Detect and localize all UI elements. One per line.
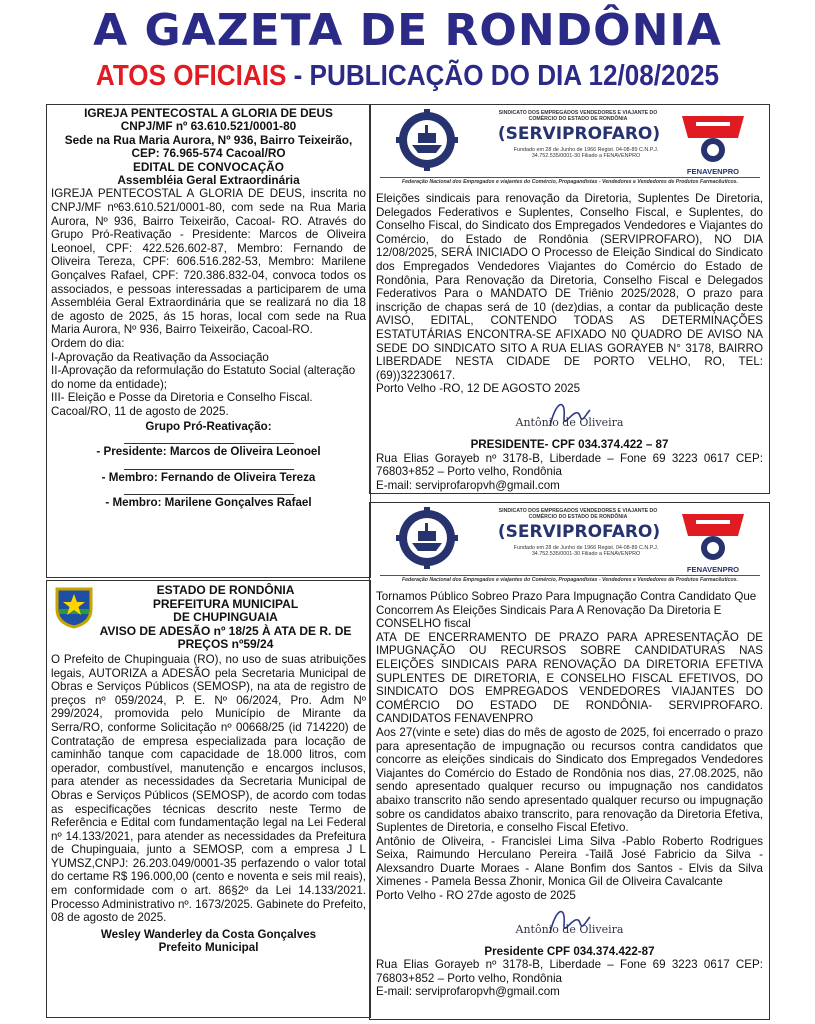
igreja-group: Grupo Pró-Reativação: <box>145 419 272 433</box>
igreja-header <box>51 107 366 187</box>
banner-fenavenpro: FENAVENPRO <box>686 167 740 176</box>
prefeitura-aviso: AVISO DE ADESÃO nº 18/25 À ATA DE R. DE PREÇOS nº59/24 <box>99 623 352 652</box>
subtitle-atos: ATOS OFICIAIS <box>95 60 287 92</box>
signature-line <box>124 494 294 495</box>
banner-founded: Fundado em 28 de Junho de 1966 Regist. 04-08-89 C.N.P.J. 34.752.535/0001-30 Filiado a FENAVENPRO <box>513 545 659 558</box>
agenda-title: Ordem do dia: <box>51 336 125 350</box>
union-banner <box>376 505 763 587</box>
signature-line <box>124 443 294 444</box>
eleicoes-address: Rua Elias Gorayeb nº 3178-B, Liberdade – Fone 69 3223 0617 CEP: 76803+852 – Porto velho, Rondônia <box>376 451 763 479</box>
fenavenpro-logo-icon <box>676 110 750 164</box>
impugnacao-intro: Tornamos Público Sobreo Prazo Para Impugnação Contra Candidato Que Concorrem As Eleições Sindicais Para A Renovação Da Diretoria E CONSELHO fiscal <box>376 590 757 631</box>
signature-name: Antônio de Oliveira <box>515 922 624 936</box>
masthead-title: A GAZETA DE RONDÔNIA <box>93 5 722 56</box>
banner-fenavenpro: FENAVENPRO <box>686 565 740 574</box>
igreja-body: IGREJA PENTECOSTAL A GLORIA DE DEUS, inscrita no CNPJ/MF nº63.610.521/0001-80, com sede na Rua Maria Aurora, Nº 936, Bairro Teixeirão, Cacoal- RO. Através do Grupo Pró-Reativação - Presidente: Marcos de Oliveira Leonoel, CPF: 422.526.602-87, Membro: Fernando de Oliveira Tereza, CPF: 606.516.282-53, Membro: Marilene Gonçalves Rafael, CPF: 720.386.832-04, convoca todos os associados, e pessoas interessadas a participarem de uma Assembléia Geral Extraordinária que se realizará no dia 18 de agosto de 2025, ás 15 horas, local com sede na Rua Maria Aurora, Nº 936, Bairro Teixeirão, Cacoal-RO. <box>51 187 366 337</box>
prefeitura-body: O Prefeito de Chupinguaia (RO), no uso de suas atribuições legais, AUTORIZA a ADESÃO pela Secretaria Municipal de Obras e Serviços Públicos (SEMOSP), na ata de registro de preços nº 059/2024, P. E. Nº 06/2024, Pro. Adm Nº 299/2024, promovida pelo Município de Mirante da Serra/RO, conforme Solicitação nº 00668/25 (id 714220) de Contratação de empresa especializada para locação de caminhão tanque com capacidade de 18.000 litros, com operador, combustível, manutenção e encargos inclusos, para atender as necessidades da Secretaria Municipal de Obras e Serviços Públicos (SEMOSP), de acordo com todas as especificações técnicas descrito neste Termo de Referência e Edital com fundamentação legal na Lei Federal nº 14.133/2021, para atender as necessidades da Prefeitura de Chupinguaia, junto a SEMOSP, com a empresa J L YUMSZ,CNPJ: 26.203.049/0001-35 perfazendo o valor total do certame R$ 196.000,00 (cento e noventa e seis mil reais), em conformidade com o art. 86§2º da Lei 14.133/2021. Processo Administrativo nº. 1673/2025. Gabinete do Prefeito, 08 de agosto de 2025. <box>51 652 366 925</box>
agenda-item: III- Eleição e Posse da Diretoria e Conselho Fiscal. <box>51 391 313 405</box>
igreja-cnpj: CNPJ/MF nº 63.610.521/0001-80 <box>120 119 297 134</box>
banner-union-name: SINDICATO DOS EMPREGADOS VENDEDORES E VIAJANTE DO COMÉRCIO DO ESTADO DE RONDÔNIA <box>498 110 658 123</box>
igreja-assembleia: Assembléia Geral Extraordinária <box>117 173 300 188</box>
impugnacao-address: Rua Elias Gorayeb nº 3178-B, Liberdade – Fone 69 3223 0617 CEP: 76803+852 – Porto velho, Rondônia <box>376 958 763 985</box>
eleicoes-body: Eleições sindicais para renovação da Diretoria, Suplentes De Diretoria, Delegados Federativos e Suplentes, Conselho Fiscal, e Suplentes, do Conselho Fiscal, do Sindicato dos Empregados Vendedores e Viajantes do Comércio, do Estado de Rondônia (SERVIPROFARO), NO DIA 12/08/2025, SERÁ INICIADO O Processo de Eleição Sindical do Sindicato dos Empregados Vendedores Viajantes do Comércio do Estado de Rondônia, Para Renovação da Diretoria, Conselho Fiscal e Delegados Federativos Para o MANDATO DE Triênio 2025/2028, O prazo para inscrição de chapas será de 10 (dez)dias, a contar da publicação deste AVISO, EDITAL, CONTENDO TODAS AS DETERMINAÇÕES ESTATUTÁRIAS ENCONTRA-SE AFIXADO N0 QUADRO DE AVISO NA SEDE DO SINDICATO SITO A RUA ELIAS GORAYEB N° 3178, BAIRRO LIBERDADE NESTA CIDADE DE PORTO VELHO, RO, TEL: (69))32230617. <box>376 192 763 382</box>
impugnacao-email: E-mail: serviprofaropvh@gmail.com <box>376 985 560 999</box>
prefeitura-title: PREFEITURA MUNICIPAL <box>152 596 299 611</box>
signer-member: - Membro: Marilene Gonçalves Rafael <box>105 496 312 510</box>
state-crest-icon <box>53 585 95 629</box>
igreja-address: Sede na Rua Maria Aurora, Nº 936, Bairro Teixeirão, <box>64 132 353 147</box>
eleicoes-email: E-mail: serviprofaropvh@gmail.com <box>376 478 560 492</box>
signature-name: Antônio de Oliveira <box>515 415 624 429</box>
impugnacao-ata: ATA DE ENCERRAMENTO DE PRAZO PARA APRESENTAÇÃO DE IMPUGNAÇÃO OU RECURSOS SOBRE CANDIDATURAS NAS ELEIÇÕES SINDICAIS PARA RENOVAÇÃO DA DIRETORIA EFETIVA SUPLENTES DE DIRETORIA, E CONSELHO FISCAL EFETIVOS, DO SINDICATO DOS EMPREGADOS VENDEDORES VIAJANTES DO COMÉRCIO DO ESTADO DE RONDÔNIA- SERVIPROFARO. CANDIDATOS FENAVENPRO <box>376 630 763 726</box>
signature-line <box>124 469 294 470</box>
eleicoes-president: PRESIDENTE- CPF 034.374.422 – 87 <box>470 437 669 451</box>
prefeitura-city: DE CHUPINGUAIA <box>173 610 278 625</box>
signer-member: - Membro: Fernando de Oliveira Tereza <box>101 470 316 484</box>
igreja-cep: CEP: 76.965-574 Cacoal/RO <box>131 146 286 161</box>
gear-ship-logo-icon <box>396 507 458 569</box>
eleicoes-place-date: Porto Velho -RO, 12 DE AGOSTO 2025 <box>376 382 581 396</box>
igreja-edital: EDITAL DE CONVOCAÇÃO <box>133 159 284 174</box>
banner-divider <box>380 177 760 178</box>
banner-federation: Federação Nacional dos Empregados e viajantes do Comércio, Propagandistas - Vendedores e Vendedores de Produtos Farmacêuticos. <box>401 179 739 185</box>
agenda-item: I-Aprovação da Reativação da Associação <box>51 350 269 364</box>
igreja-agenda <box>51 337 366 419</box>
signature-block <box>376 903 763 945</box>
agenda-date: Cacoal/RO, 11 de agosto de 2025. <box>51 404 229 418</box>
notice-igreja <box>46 104 371 578</box>
igreja-name: IGREJA PENTECOSTAL A GLORIA DE DEUS <box>84 106 333 120</box>
impugnacao-candidates: Antônio de Oliveira, - Francislei Lima Silva -Pablo Roberto Rodrigues Seixa, Raimundo Herculano Pereira -Tailã José Fabricio da Silva - Alexsandro Duarte Moraes - Alane Bonfim dos Santos - Elvis da Silva Ximenes - Pamela Bessa Zhonir, Monica Gil de Oliveira Cavalcante <box>376 834 763 889</box>
banner-divider <box>380 575 760 576</box>
gear-ship-logo-icon <box>396 109 458 171</box>
banner-federation: Federação Nacional dos Empregados e viajantes do Comércio, Propagandistas - Vendedores e Vendedores de Produtos Farmacêuticos. <box>401 577 739 583</box>
subtitle-date: - PUBLICAÇÃO DO DIA 12/08/2025 <box>286 60 720 92</box>
banner-founded: Fundado em 28 de Junho de 1966 Regist. 04-08-89 C.N.P.J. 34.752.535/0001-30 Filiado a FENAVENPRO <box>513 147 659 160</box>
prefeitura-signer-title: Prefeito Municipal <box>158 941 259 955</box>
prefeitura-header <box>51 584 366 652</box>
signer-president: - Presidente: Marcos de Oliveira Leonoel <box>96 445 321 459</box>
prefeitura-estado: ESTADO DE RONDÔNIA <box>156 583 295 597</box>
notice-prefeitura <box>46 580 371 1018</box>
prefeitura-signer-name: Wesley Wanderley da Costa Gonçalves <box>100 927 317 941</box>
agenda-item: II-Aprovação da reformulação do Estatuto Social (alteração do nome da entidade); <box>51 364 356 391</box>
masthead-subtitle <box>41 58 775 94</box>
notice-eleicoes <box>369 104 770 494</box>
union-banner <box>376 107 763 189</box>
impugnacao-body: Aos 27(vinte e sete) dias do mês de agosto de 2025, foi encerrado o prazo para apresentação de impugnação ou recursos contra candidatos que concorre as eleições sindicais do Sindicato dos Empregados Vendedores Viajantes do Comércio do Estado de Rondônia nos dias, 27.08.2025, não sendo apresentado qualquer recurso ou impugnação nos candidatos abaixo transcrito não sendo apresentado qualquer recurso ou impugnação sobre os candidatos abaixo transcrito, para renovação da Diretoria Efetiva, Suplentes de Diretoria, e conselho Fiscal Efetivo. <box>376 725 763 835</box>
banner-brand: (SERVIPROFARO) <box>497 124 661 144</box>
notice-impugnacao <box>369 502 770 1020</box>
signature-block <box>376 396 763 438</box>
banner-brand: (SERVIPROFARO) <box>497 522 661 542</box>
impugnacao-president: Presidente CPF 034.374.422-87 <box>484 944 655 958</box>
impugnacao-place-date: Porto Velho - RO 27de agosto de 2025 <box>376 889 576 903</box>
banner-union-name: SINDICATO DOS EMPREGADOS VENDEDORES E VIAJANTE DO COMÉRCIO DO ESTADO DE RONDÔNIA <box>498 508 658 521</box>
fenavenpro-logo-icon <box>676 508 750 562</box>
